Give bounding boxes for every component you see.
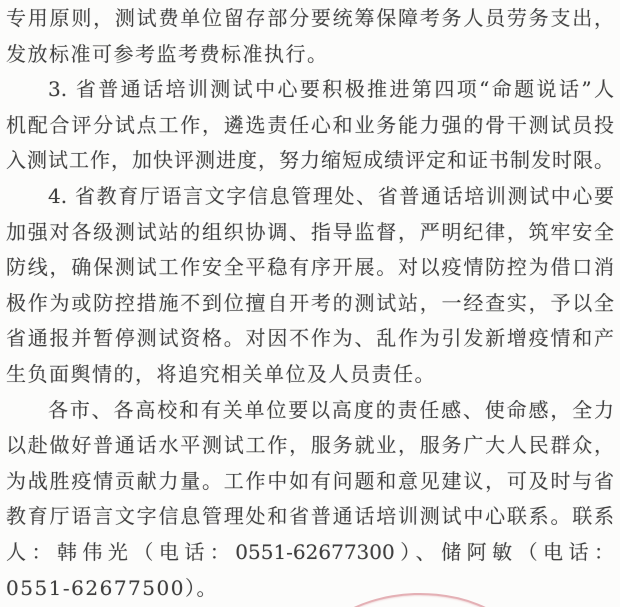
text-line-item-4: 4. 省教育厅语言文字信息管理处、省普通话培训测试中心要 xyxy=(48,183,614,208)
text-line: 生负面舆情的，将追究相关单位及人员责任。 xyxy=(6,361,436,386)
text-line-item-3: 3. 省普通话培训测试中心要积极推进第四项“命题说话”人 xyxy=(48,77,614,102)
text-line-contact: 0551-62677500）。 xyxy=(6,575,218,600)
text-line-contact: 人：韩伟光（电话：0551-62677300）、储阿敏（电话： xyxy=(6,539,614,564)
text-line: 各市、各高校和有关单位要以高度的责任感、使命感，全力 xyxy=(48,397,614,422)
text-line: 专用原则，测试费单位留存部分要统筹保障考务人员劳务支出， xyxy=(6,6,614,30)
text-line: 加强对各级测试站的组织协调、指导监督，严明纪律，筑牢安全 xyxy=(6,219,614,244)
text-line: 发放标准可参考监考费标准执行。 xyxy=(6,41,329,66)
text-line: 以赴做好普通话水平测试工作，服务就业，服务广大人民群众， xyxy=(6,433,614,458)
text-line: 省通报并暂停测试资格。对因不作为、乱作为引发新增疫情和产 xyxy=(6,326,614,351)
text-line: 防线，确保测试工作安全平稳有序开展。对以疫情防控为借口消 xyxy=(6,255,614,280)
text-line: 入测试工作，加快评测进度，努力缩短成绩评定和证书制发时限。 xyxy=(6,148,614,173)
text-line: 教育厅语言文字信息管理处和省普通话培训测试中心联系。联系 xyxy=(6,504,614,529)
text-line: 机配合评分试点工作，遴选责任心和业务能力强的骨干测试员投 xyxy=(6,112,614,137)
text-line: 为战胜疫情贡献力量。工作中如有问题和意见建议，可及时与省 xyxy=(6,468,614,493)
text-line: 极作为或防控措施不到位擅自开考的测试站，一经查实，予以全 xyxy=(6,290,614,315)
